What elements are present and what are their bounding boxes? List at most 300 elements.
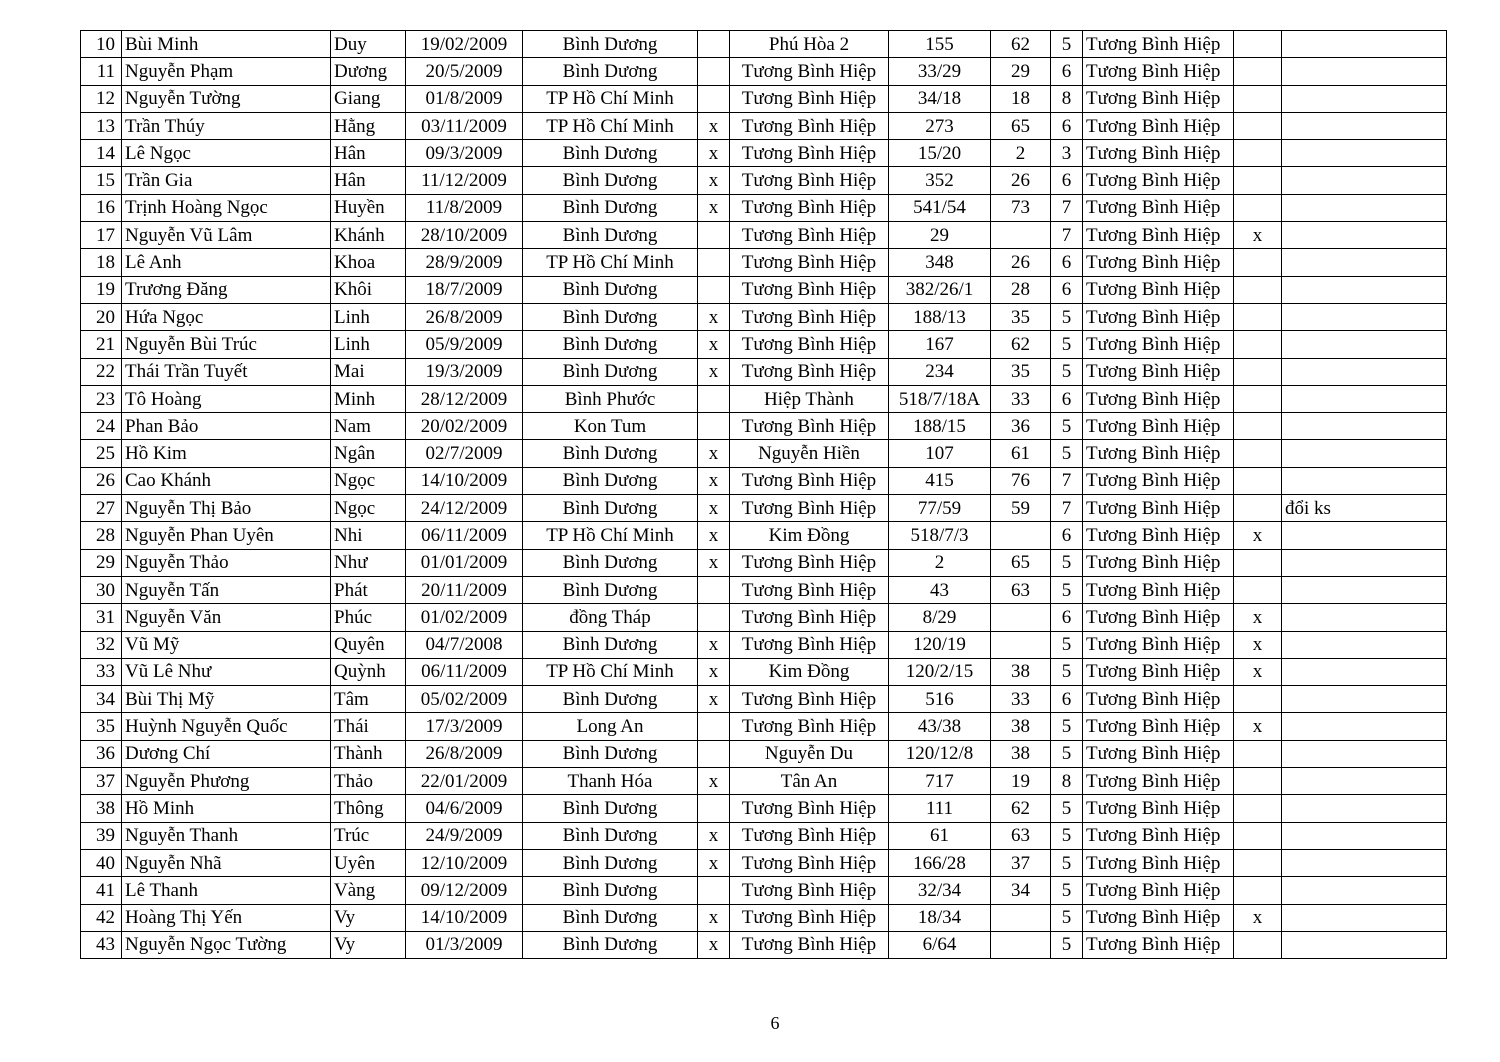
col-mark-a: x bbox=[698, 686, 730, 713]
col-given-name: Ngọc bbox=[331, 495, 406, 522]
col-mark-b bbox=[1234, 549, 1282, 576]
col-ward: Tương Bình Hiệp bbox=[730, 276, 889, 303]
col-note bbox=[1282, 276, 1447, 303]
table-row bbox=[81, 740, 1447, 767]
col-no: 25 bbox=[81, 440, 122, 467]
col-birth-date: 01/3/2009 bbox=[406, 931, 523, 958]
table-row bbox=[81, 822, 1447, 849]
col-birth-place: Bình Dương bbox=[523, 303, 698, 330]
col-note bbox=[1282, 686, 1447, 713]
table-row bbox=[81, 194, 1447, 221]
col-mark-a bbox=[698, 58, 730, 85]
col-mark-b: x bbox=[1234, 522, 1282, 549]
col-surname: Nguyễn Tấn bbox=[122, 576, 331, 603]
col-birth-date: 01/01/2009 bbox=[406, 549, 523, 576]
col-no: 37 bbox=[81, 768, 122, 795]
col-mark-a bbox=[698, 740, 730, 767]
table-row bbox=[81, 931, 1447, 958]
col-mark-a bbox=[698, 877, 730, 904]
col-note bbox=[1282, 822, 1447, 849]
col-house-number: 8/29 bbox=[889, 604, 991, 631]
col-no: 29 bbox=[81, 549, 122, 576]
col-birth-date: 02/7/2009 bbox=[406, 440, 523, 467]
col-surname: Nguyễn Phương bbox=[122, 768, 331, 795]
col-group: 62 bbox=[991, 795, 1051, 822]
col-birth-place: Bình Dương bbox=[523, 822, 698, 849]
col-mark-b bbox=[1234, 495, 1282, 522]
table-row bbox=[81, 276, 1447, 303]
col-zone: 3 bbox=[1051, 140, 1083, 167]
col-group bbox=[991, 222, 1051, 249]
col-birth-date: 19/02/2009 bbox=[406, 31, 523, 58]
col-mark-b: x bbox=[1234, 713, 1282, 740]
col-commune: Tương Bình Hiệp bbox=[1083, 467, 1234, 494]
table-row bbox=[81, 58, 1447, 85]
col-given-name: Mai bbox=[331, 358, 406, 385]
col-commune: Tương Bình Hiệp bbox=[1083, 413, 1234, 440]
col-birth-date: 14/10/2009 bbox=[406, 467, 523, 494]
col-given-name: Vy bbox=[331, 931, 406, 958]
col-no: 14 bbox=[81, 140, 122, 167]
col-mark-a: x bbox=[698, 358, 730, 385]
col-no: 19 bbox=[81, 276, 122, 303]
col-mark-a bbox=[698, 276, 730, 303]
col-no: 22 bbox=[81, 358, 122, 385]
col-ward: Tương Bình Hiệp bbox=[730, 167, 889, 194]
col-zone: 5 bbox=[1051, 877, 1083, 904]
col-surname: Huỳnh Nguyễn Quốc bbox=[122, 713, 331, 740]
col-zone: 5 bbox=[1051, 576, 1083, 603]
col-surname: Lê Ngọc bbox=[122, 140, 331, 167]
col-mark-a bbox=[698, 413, 730, 440]
col-group: 26 bbox=[991, 249, 1051, 276]
col-house-number: 415 bbox=[889, 467, 991, 494]
col-zone: 5 bbox=[1051, 658, 1083, 685]
col-no: 28 bbox=[81, 522, 122, 549]
col-birth-date: 17/3/2009 bbox=[406, 713, 523, 740]
col-commune: Tương Bình Hiệp bbox=[1083, 686, 1234, 713]
col-commune: Tương Bình Hiệp bbox=[1083, 194, 1234, 221]
col-house-number: 107 bbox=[889, 440, 991, 467]
col-commune: Tương Bình Hiệp bbox=[1083, 931, 1234, 958]
col-mark-a bbox=[698, 576, 730, 603]
table-body bbox=[81, 31, 1447, 959]
col-house-number: 18/34 bbox=[889, 904, 991, 931]
col-commune: Tương Bình Hiệp bbox=[1083, 276, 1234, 303]
col-birth-place: Bình Dương bbox=[523, 877, 698, 904]
col-house-number: 717 bbox=[889, 768, 991, 795]
col-birth-date: 05/9/2009 bbox=[406, 331, 523, 358]
col-house-number: 352 bbox=[889, 167, 991, 194]
col-given-name: Phát bbox=[331, 576, 406, 603]
col-surname: Vũ Lê Như bbox=[122, 658, 331, 685]
col-birth-place: Bình Dương bbox=[523, 631, 698, 658]
col-commune: Tương Bình Hiệp bbox=[1083, 358, 1234, 385]
col-house-number: 33/29 bbox=[889, 58, 991, 85]
col-note bbox=[1282, 440, 1447, 467]
col-mark-a bbox=[698, 385, 730, 412]
col-birth-place: Bình Dương bbox=[523, 167, 698, 194]
col-commune: Tương Bình Hiệp bbox=[1083, 222, 1234, 249]
col-house-number: 32/34 bbox=[889, 877, 991, 904]
col-mark-b bbox=[1234, 58, 1282, 85]
col-note bbox=[1282, 249, 1447, 276]
col-ward: Tương Bình Hiệp bbox=[730, 631, 889, 658]
col-commune: Tương Bình Hiệp bbox=[1083, 495, 1234, 522]
col-no: 11 bbox=[81, 58, 122, 85]
col-mark-a: x bbox=[698, 495, 730, 522]
col-house-number: 43/38 bbox=[889, 713, 991, 740]
col-house-number: 166/28 bbox=[889, 849, 991, 876]
col-birth-date: 26/8/2009 bbox=[406, 303, 523, 330]
col-note bbox=[1282, 877, 1447, 904]
col-mark-b: x bbox=[1234, 658, 1282, 685]
col-commune: Tương Bình Hiệp bbox=[1083, 112, 1234, 139]
col-ward: Tương Bình Hiệp bbox=[730, 222, 889, 249]
col-birth-date: 06/11/2009 bbox=[406, 522, 523, 549]
table-row bbox=[81, 413, 1447, 440]
col-birth-place: Long An bbox=[523, 713, 698, 740]
col-ward: Tương Bình Hiệp bbox=[730, 467, 889, 494]
col-note bbox=[1282, 658, 1447, 685]
col-group: 19 bbox=[991, 768, 1051, 795]
col-group: 38 bbox=[991, 740, 1051, 767]
col-zone: 7 bbox=[1051, 194, 1083, 221]
col-commune: Tương Bình Hiệp bbox=[1083, 58, 1234, 85]
col-birth-place: Bình Dương bbox=[523, 140, 698, 167]
col-zone: 6 bbox=[1051, 167, 1083, 194]
col-commune: Tương Bình Hiệp bbox=[1083, 303, 1234, 330]
col-note bbox=[1282, 604, 1447, 631]
col-zone: 7 bbox=[1051, 467, 1083, 494]
col-given-name: Hằng bbox=[331, 112, 406, 139]
col-house-number: 120/19 bbox=[889, 631, 991, 658]
col-given-name: Thảo bbox=[331, 768, 406, 795]
col-mark-a: x bbox=[698, 822, 730, 849]
col-given-name: Khôi bbox=[331, 276, 406, 303]
col-ward: Tương Bình Hiệp bbox=[730, 604, 889, 631]
col-note bbox=[1282, 358, 1447, 385]
col-group: 29 bbox=[991, 58, 1051, 85]
table-row bbox=[81, 576, 1447, 603]
col-mark-b bbox=[1234, 849, 1282, 876]
col-ward: Tương Bình Hiệp bbox=[730, 112, 889, 139]
col-house-number: 155 bbox=[889, 31, 991, 58]
col-note bbox=[1282, 549, 1447, 576]
col-mark-a: x bbox=[698, 768, 730, 795]
col-commune: Tương Bình Hiệp bbox=[1083, 576, 1234, 603]
col-zone: 5 bbox=[1051, 795, 1083, 822]
col-house-number: 273 bbox=[889, 112, 991, 139]
col-surname: Nguyễn Ngọc Tường bbox=[122, 931, 331, 958]
col-note bbox=[1282, 713, 1447, 740]
col-mark-b bbox=[1234, 194, 1282, 221]
col-mark-a bbox=[698, 795, 730, 822]
table-row bbox=[81, 303, 1447, 330]
table-row bbox=[81, 31, 1447, 58]
col-note bbox=[1282, 467, 1447, 494]
col-surname: Hồ Minh bbox=[122, 795, 331, 822]
col-no: 15 bbox=[81, 167, 122, 194]
col-birth-date: 18/7/2009 bbox=[406, 276, 523, 303]
col-birth-place: Bình Dương bbox=[523, 931, 698, 958]
col-note bbox=[1282, 931, 1447, 958]
col-given-name: Quỳnh bbox=[331, 658, 406, 685]
col-surname: Lê Anh bbox=[122, 249, 331, 276]
col-ward: Tương Bình Hiệp bbox=[730, 413, 889, 440]
table-row bbox=[81, 331, 1447, 358]
col-ward: Kim Đồng bbox=[730, 658, 889, 685]
col-no: 41 bbox=[81, 877, 122, 904]
col-birth-date: 04/7/2008 bbox=[406, 631, 523, 658]
col-birth-date: 01/02/2009 bbox=[406, 604, 523, 631]
col-no: 12 bbox=[81, 85, 122, 112]
col-group: 34 bbox=[991, 877, 1051, 904]
col-birth-date: 24/9/2009 bbox=[406, 822, 523, 849]
col-surname: Phan Bảo bbox=[122, 413, 331, 440]
col-group: 26 bbox=[991, 167, 1051, 194]
col-birth-place: TP Hồ Chí Minh bbox=[523, 522, 698, 549]
col-birth-place: TP Hồ Chí Minh bbox=[523, 85, 698, 112]
col-birth-place: TP Hồ Chí Minh bbox=[523, 658, 698, 685]
col-birth-date: 03/11/2009 bbox=[406, 112, 523, 139]
col-ward: Tương Bình Hiệp bbox=[730, 85, 889, 112]
col-surname: Thái Trần Tuyết bbox=[122, 358, 331, 385]
col-no: 21 bbox=[81, 331, 122, 358]
col-mark-a: x bbox=[698, 467, 730, 494]
col-house-number: 29 bbox=[889, 222, 991, 249]
col-commune: Tương Bình Hiệp bbox=[1083, 768, 1234, 795]
col-mark-b bbox=[1234, 440, 1282, 467]
col-birth-place: Bình Dương bbox=[523, 467, 698, 494]
col-birth-date: 28/9/2009 bbox=[406, 249, 523, 276]
table-row bbox=[81, 467, 1447, 494]
col-house-number: 120/2/15 bbox=[889, 658, 991, 685]
col-birth-place: Bình Dương bbox=[523, 276, 698, 303]
col-mark-a: x bbox=[698, 112, 730, 139]
col-mark-a: x bbox=[698, 549, 730, 576]
col-note bbox=[1282, 522, 1447, 549]
col-no: 23 bbox=[81, 385, 122, 412]
col-given-name: Giang bbox=[331, 85, 406, 112]
col-mark-a: x bbox=[698, 140, 730, 167]
col-given-name: Vàng bbox=[331, 877, 406, 904]
col-birth-place: Bình Dương bbox=[523, 31, 698, 58]
page-number: 6 bbox=[770, 1013, 780, 1033]
col-birth-place: Thanh Hóa bbox=[523, 768, 698, 795]
col-note bbox=[1282, 576, 1447, 603]
col-note bbox=[1282, 413, 1447, 440]
col-zone: 5 bbox=[1051, 358, 1083, 385]
table-row bbox=[81, 385, 1447, 412]
col-note: đổi ks bbox=[1282, 495, 1447, 522]
col-commune: Tương Bình Hiệp bbox=[1083, 631, 1234, 658]
col-group: 62 bbox=[991, 331, 1051, 358]
col-ward: Tương Bình Hiệp bbox=[730, 686, 889, 713]
col-mark-b: x bbox=[1234, 904, 1282, 931]
col-ward: Tương Bình Hiệp bbox=[730, 877, 889, 904]
table-row bbox=[81, 849, 1447, 876]
col-group: 35 bbox=[991, 303, 1051, 330]
col-given-name: Duy bbox=[331, 31, 406, 58]
col-mark-b bbox=[1234, 822, 1282, 849]
col-birth-place: Bình Dương bbox=[523, 331, 698, 358]
col-given-name: Tâm bbox=[331, 686, 406, 713]
col-group: 63 bbox=[991, 576, 1051, 603]
col-birth-date: 04/6/2009 bbox=[406, 795, 523, 822]
col-birth-date: 11/12/2009 bbox=[406, 167, 523, 194]
col-ward: Tương Bình Hiệp bbox=[730, 303, 889, 330]
col-house-number: 167 bbox=[889, 331, 991, 358]
col-group: 28 bbox=[991, 276, 1051, 303]
col-birth-date: 09/3/2009 bbox=[406, 140, 523, 167]
col-birth-date: 05/02/2009 bbox=[406, 686, 523, 713]
col-birth-place: TP Hồ Chí Minh bbox=[523, 112, 698, 139]
col-birth-date: 19/3/2009 bbox=[406, 358, 523, 385]
table-row bbox=[81, 877, 1447, 904]
col-mark-b bbox=[1234, 385, 1282, 412]
col-note bbox=[1282, 631, 1447, 658]
col-group: 65 bbox=[991, 112, 1051, 139]
col-mark-a bbox=[698, 85, 730, 112]
col-given-name: Linh bbox=[331, 303, 406, 330]
col-ward: Nguyễn Du bbox=[730, 740, 889, 767]
col-commune: Tương Bình Hiệp bbox=[1083, 85, 1234, 112]
col-no: 13 bbox=[81, 112, 122, 139]
table-row bbox=[81, 495, 1447, 522]
table-row bbox=[81, 713, 1447, 740]
table-row bbox=[81, 249, 1447, 276]
col-ward: Tương Bình Hiệp bbox=[730, 358, 889, 385]
col-mark-a bbox=[698, 249, 730, 276]
col-group: 33 bbox=[991, 385, 1051, 412]
col-no: 35 bbox=[81, 713, 122, 740]
col-no: 10 bbox=[81, 31, 122, 58]
col-mark-b: x bbox=[1234, 631, 1282, 658]
col-mark-a: x bbox=[698, 849, 730, 876]
col-commune: Tương Bình Hiệp bbox=[1083, 849, 1234, 876]
col-birth-date: 26/8/2009 bbox=[406, 740, 523, 767]
col-mark-a bbox=[698, 713, 730, 740]
col-given-name: Phúc bbox=[331, 604, 406, 631]
col-group bbox=[991, 631, 1051, 658]
col-no: 30 bbox=[81, 576, 122, 603]
col-no: 40 bbox=[81, 849, 122, 876]
col-mark-b bbox=[1234, 85, 1282, 112]
col-mark-b bbox=[1234, 467, 1282, 494]
col-group: 59 bbox=[991, 495, 1051, 522]
col-given-name: Thành bbox=[331, 740, 406, 767]
col-commune: Tương Bình Hiệp bbox=[1083, 904, 1234, 931]
col-mark-b bbox=[1234, 358, 1282, 385]
col-given-name: Nam bbox=[331, 413, 406, 440]
student-table bbox=[80, 30, 1447, 959]
col-house-number: 34/18 bbox=[889, 85, 991, 112]
col-mark-b bbox=[1234, 140, 1282, 167]
col-house-number: 2 bbox=[889, 549, 991, 576]
col-mark-a: x bbox=[698, 631, 730, 658]
col-given-name: Huyền bbox=[331, 194, 406, 221]
col-group: 76 bbox=[991, 467, 1051, 494]
col-group: 33 bbox=[991, 686, 1051, 713]
col-zone: 5 bbox=[1051, 740, 1083, 767]
col-no: 26 bbox=[81, 467, 122, 494]
col-no: 16 bbox=[81, 194, 122, 221]
col-surname: Trần Thúy bbox=[122, 112, 331, 139]
col-given-name: Thái bbox=[331, 713, 406, 740]
col-house-number: 518/7/3 bbox=[889, 522, 991, 549]
col-house-number: 382/26/1 bbox=[889, 276, 991, 303]
col-commune: Tương Bình Hiệp bbox=[1083, 549, 1234, 576]
col-birth-place: Bình Phước bbox=[523, 385, 698, 412]
col-mark-a: x bbox=[698, 303, 730, 330]
col-given-name: Ngân bbox=[331, 440, 406, 467]
col-commune: Tương Bình Hiệp bbox=[1083, 140, 1234, 167]
col-note bbox=[1282, 768, 1447, 795]
col-zone: 5 bbox=[1051, 904, 1083, 931]
col-given-name: Linh bbox=[331, 331, 406, 358]
col-zone: 5 bbox=[1051, 849, 1083, 876]
col-note bbox=[1282, 795, 1447, 822]
col-surname: Hứa Ngọc bbox=[122, 303, 331, 330]
col-zone: 5 bbox=[1051, 31, 1083, 58]
col-house-number: 234 bbox=[889, 358, 991, 385]
col-note bbox=[1282, 849, 1447, 876]
table-row bbox=[81, 112, 1447, 139]
table-row bbox=[81, 140, 1447, 167]
col-mark-b bbox=[1234, 167, 1282, 194]
col-mark-a: x bbox=[698, 440, 730, 467]
col-surname: Nguyễn Phan Uyên bbox=[122, 522, 331, 549]
col-given-name: Thông bbox=[331, 795, 406, 822]
col-zone: 6 bbox=[1051, 385, 1083, 412]
col-house-number: 15/20 bbox=[889, 140, 991, 167]
col-mark-b bbox=[1234, 686, 1282, 713]
col-commune: Tương Bình Hiệp bbox=[1083, 331, 1234, 358]
table-row bbox=[81, 904, 1447, 931]
col-birth-place: Bình Dương bbox=[523, 576, 698, 603]
col-ward: Tương Bình Hiệp bbox=[730, 58, 889, 85]
col-zone: 6 bbox=[1051, 58, 1083, 85]
col-birth-date: 01/8/2009 bbox=[406, 85, 523, 112]
col-birth-place: Bình Dương bbox=[523, 440, 698, 467]
col-group bbox=[991, 904, 1051, 931]
col-commune: Tương Bình Hiệp bbox=[1083, 31, 1234, 58]
col-given-name: Vy bbox=[331, 904, 406, 931]
col-ward: Tương Bình Hiệp bbox=[730, 931, 889, 958]
col-surname: Vũ Mỹ bbox=[122, 631, 331, 658]
col-no: 39 bbox=[81, 822, 122, 849]
col-given-name: Như bbox=[331, 549, 406, 576]
col-birth-place: Bình Dương bbox=[523, 904, 698, 931]
col-note bbox=[1282, 331, 1447, 358]
col-no: 36 bbox=[81, 740, 122, 767]
col-mark-b: x bbox=[1234, 604, 1282, 631]
col-surname: Trịnh Hoàng Ngọc bbox=[122, 194, 331, 221]
col-surname: Nguyễn Văn bbox=[122, 604, 331, 631]
col-group bbox=[991, 522, 1051, 549]
col-commune: Tương Bình Hiệp bbox=[1083, 385, 1234, 412]
col-no: 20 bbox=[81, 303, 122, 330]
col-mark-a bbox=[698, 31, 730, 58]
col-birth-date: 20/02/2009 bbox=[406, 413, 523, 440]
col-commune: Tương Bình Hiệp bbox=[1083, 440, 1234, 467]
col-zone: 7 bbox=[1051, 495, 1083, 522]
col-ward: Tương Bình Hiệp bbox=[730, 194, 889, 221]
col-surname: Nguyễn Vũ Lâm bbox=[122, 222, 331, 249]
col-zone: 8 bbox=[1051, 85, 1083, 112]
col-mark-b bbox=[1234, 31, 1282, 58]
